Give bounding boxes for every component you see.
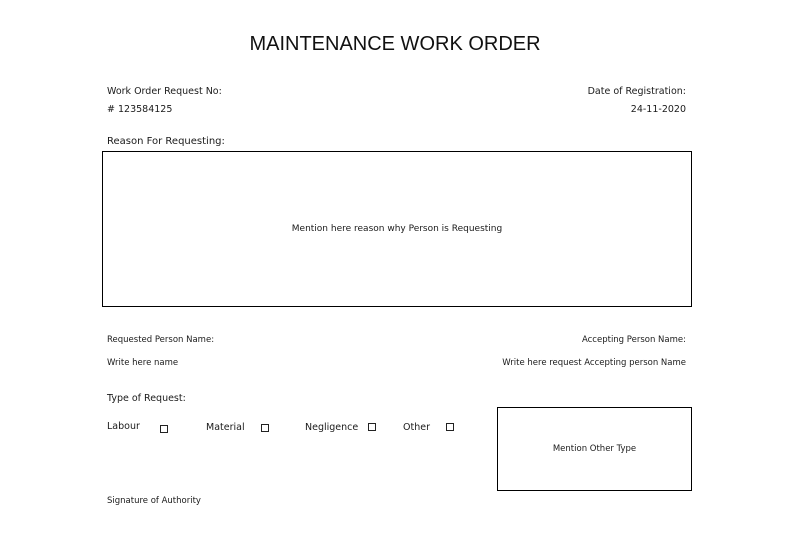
requested-person-label: Requested Person Name:	[107, 335, 215, 345]
page-title: MAINTENANCE WORK ORDER	[249, 33, 541, 55]
type-label-labour: Labour	[107, 421, 140, 432]
signature-label: Signature of Authority	[107, 496, 201, 506]
requested-person-name[interactable]: Write here name	[107, 358, 179, 368]
labour-checkbox[interactable]	[160, 425, 168, 433]
other-type-placeholder: Mention Other Type	[552, 444, 637, 454]
reason-label: Reason For Requesting:	[107, 136, 225, 147]
accepting-person-label: Accepting Person Name:	[581, 335, 686, 345]
negligence-checkbox[interactable]	[368, 423, 376, 431]
date-label: Date of Registration:	[587, 86, 686, 97]
reason-box[interactable]	[102, 151, 692, 307]
type-label-material: Material	[206, 422, 245, 433]
date-value[interactable]: 24-11-2020	[630, 104, 686, 115]
type-label-negligence: Negligence	[305, 422, 359, 433]
other-type-box[interactable]	[497, 407, 692, 491]
other-checkbox[interactable]	[446, 423, 454, 431]
material-checkbox[interactable]	[261, 424, 269, 432]
reason-placeholder: Mention here reason why Person is Requesting	[291, 224, 503, 234]
type-of-request-label: Type of Request:	[107, 393, 186, 404]
accepting-person-name[interactable]: Write here request Accepting person Name	[502, 358, 686, 368]
work-order-label: Work Order Request No:	[107, 86, 222, 97]
type-label-other: Other	[403, 422, 430, 433]
work-order-number[interactable]: # 123584125	[107, 104, 173, 115]
